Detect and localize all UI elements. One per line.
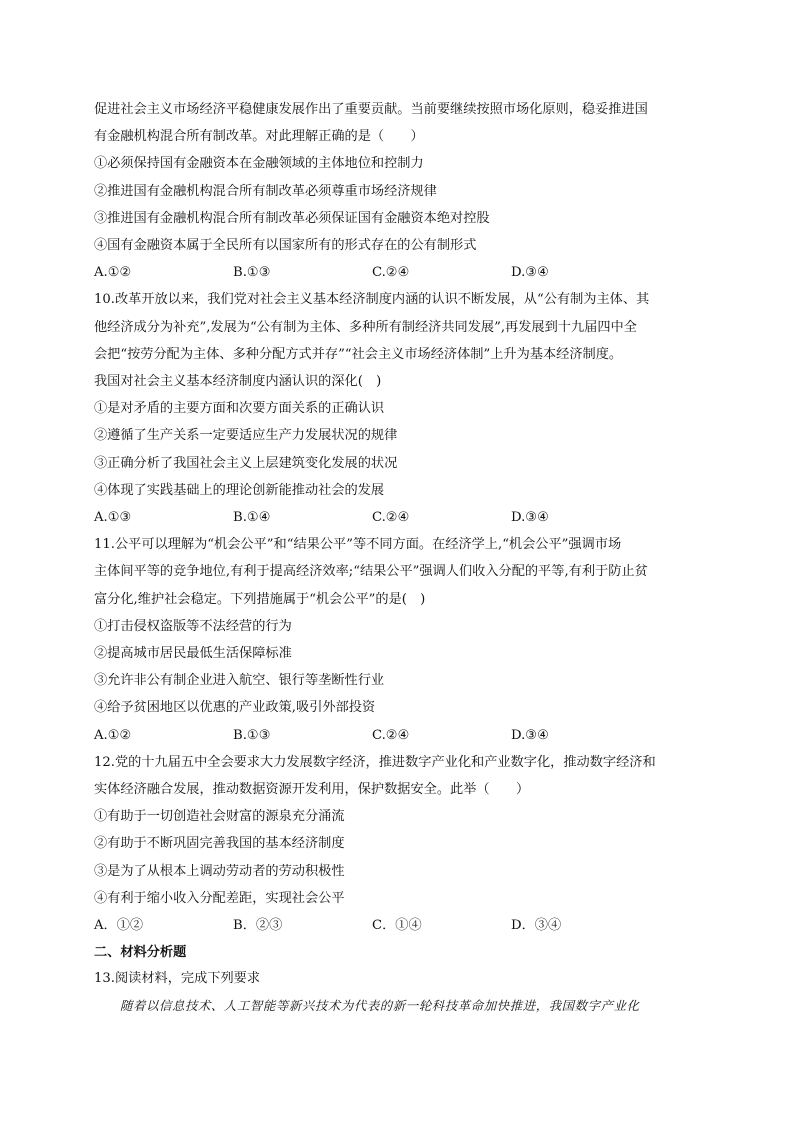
question-9 [94,96,704,286]
q9-option-b: B.①③ [233,265,271,281]
q11-stem-line-3: 富分化,维护社会稳定。下列措施属于“机会公平”的是( ) [94,591,426,607]
q10-stem-line-2: 他经济成分为补充”,发展为“公有制为主体、多种所有制经济共同发展”,再发展到十九届四中全 [94,319,637,335]
q9-statement-4: ④国有金融资本属于全民所有以国家所有的形式存在的公有制形式 [94,238,477,254]
q11-statement-4: ④给予贫困地区以优惠的产业政策,吸引外部投资 [94,700,376,716]
section-2 [94,941,704,1018]
q9-option-a: A.①② [94,265,132,281]
question-10 [94,286,704,531]
q10-stem-line-4: 我国对社会主义基本经济制度内涵认识的深化( ) [94,374,382,390]
q12-option-c: C．①④ [372,918,422,934]
q9-statement-3: ③推进国有金融机构混合所有制改革必须保证国有金融资本绝对控股 [94,210,490,226]
q12-statement-1: ①有助于一切创造社会财富的源泉充分涌流 [94,809,345,825]
q10-stem-line-1: 10.改革开放以来，我们党对社会主义基本经济制度内涵的认识不断发展，从“公有制为主体、其 [94,292,650,308]
q9-option-d: D.③④ [511,265,549,281]
q12-statement-2: ②有助于不断巩固完善我国的基本经济制度 [94,836,345,852]
q11-option-a: A.①② [94,727,132,743]
q10-statement-2: ②遵循了生产关系一定要适应生产力发展状况的规律 [94,428,398,444]
q11-statement-3: ③允许非公有制企业进入航空、银行等垄断性行业 [94,673,385,689]
q12-stem-line-2: 实体经济融合发展，推动数据资源开发利用，保护数据安全。此举（ ） [94,782,530,798]
q11-options [94,722,704,749]
q12-option-d: D．③④ [511,918,562,934]
q9-statement-1: ①必须保持国有金融资本在金融领域的主体地位和控制力 [94,156,424,172]
q12-stem-line-1: 12.党的十九届五中全会要求大力发展数字经济，推进数字产业化和产业数字化，推动数字经济和 [94,754,656,770]
q11-option-d: D.③④ [511,727,549,743]
q10-stem-line-3: 会把“按劳分配为主体、多种分配方式并存”“社会主义市场经济体制”上升为基本经济制度。 [94,346,623,362]
q9-stem-line-2: 有金融机构混合所有制改革。对此理解正确的是（ ） [94,129,424,145]
q10-options [94,504,704,531]
q10-statement-1: ①是对矛盾的主要方面和次要方面关系的正确认识 [94,401,385,417]
q10-option-c: C.②④ [372,510,410,526]
q9-stem-line-1: 促进社会主义市场经济平稳健康发展作出了重要贡献。当前要继续按照市场化原则，稳妥推进国 [94,102,648,117]
q10-option-d: D.③④ [511,510,549,526]
q10-option-a: A.①③ [94,510,132,526]
q13-material-line: 随着以信息技术、人工智能等新兴技术为代表的新一轮科技革命加快推进，我国数字产业化 [120,997,640,1013]
q13-title: 13.阅读材料，完成下列要求 [94,971,261,987]
q11-statement-2: ②提高城市居民最低生活保障标准 [94,646,292,662]
q9-option-c: C.②④ [372,265,410,281]
question-11 [94,531,704,749]
q12-option-a: A．①② [94,918,144,934]
q10-statement-3: ③正确分析了我国社会主义上层建筑变化发展的状况 [94,455,398,471]
q10-option-b: B.①④ [233,510,271,526]
q9-options [94,259,704,286]
exam-page [94,96,704,1019]
q12-option-b: B．②③ [233,918,283,934]
question-12 [94,749,704,939]
q10-statement-4: ④体现了实践基础上的理论创新能推动社会的发展 [94,482,385,498]
q11-stem-line-2: 主体间平等的竞争地位,有利于提高经济效率;“结果公平”强调人们收入分配的平等,有利于防止贫 [94,564,648,580]
q11-option-c: C.②④ [372,727,410,743]
q12-statement-4: ④有利于缩小收入分配差距，实现社会公平 [94,890,345,906]
q11-statement-1: ①打击侵权盗版等不法经营的行为 [94,618,292,634]
q11-option-b: B.①③ [233,727,271,743]
q12-statement-3: ③是为了从根本上调动劳动者的劳动积极性 [94,863,345,879]
section-heading: 二、材料分析题 [94,945,187,961]
q9-statement-2: ②推进国有金融机构混合所有制改革必须尊重市场经济规律 [94,183,437,199]
q11-stem-line-1: 11.公平可以理解为“机会公平”和“结果公平”等不同方面。在经济学上,“机会公平”强调市场 [94,537,622,553]
q12-options [94,912,704,939]
